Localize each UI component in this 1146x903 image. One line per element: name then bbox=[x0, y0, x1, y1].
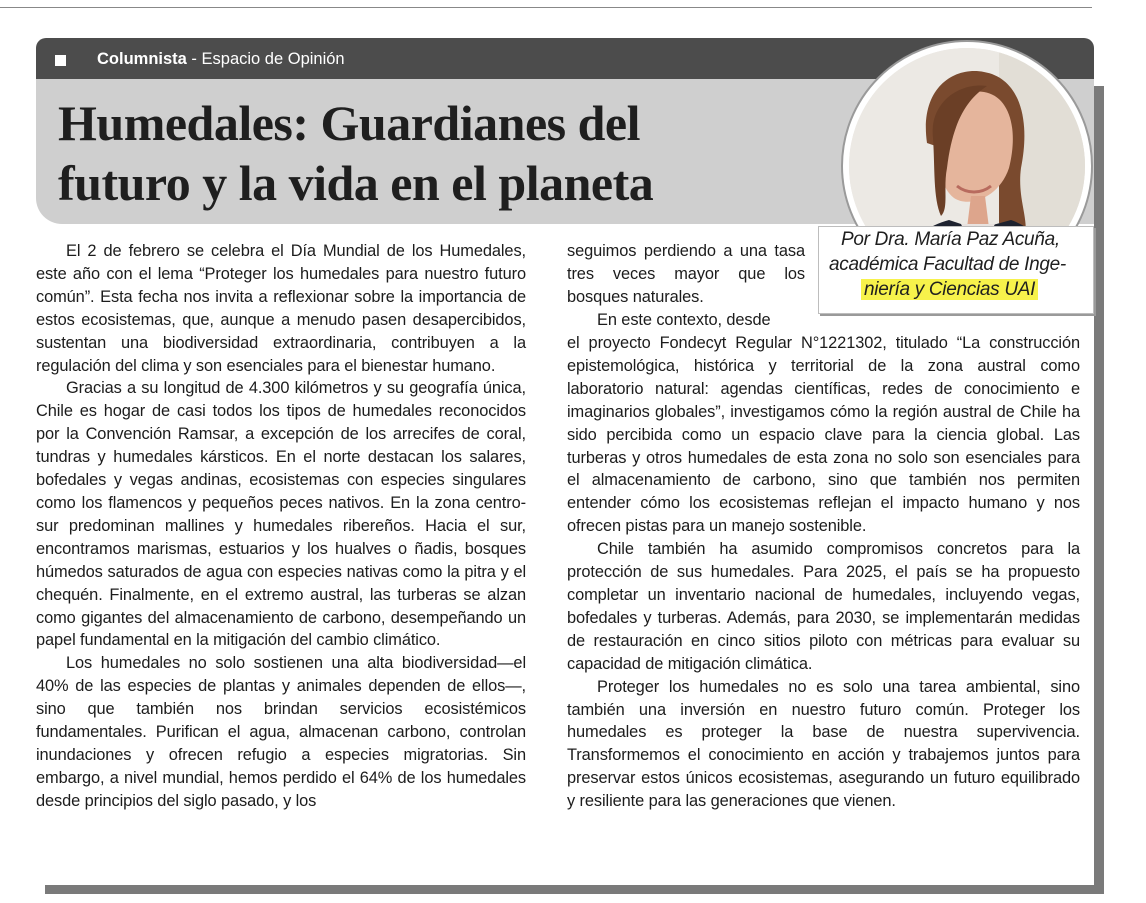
title-line-2: futuro y la vida en el planeta bbox=[58, 155, 654, 211]
paragraph-3: Los humedales no solo sostienen una alta biodiversidad—el 40% de las especies de plantas y animales dependen de ellos—, sino que también nos brindan servicios ecosistémicos fundamentales. Purifican el agua, almacenan carbono, controlan inundaciones y ofrecen refugio a especies migratorias. Sin embargo, a nivel mundial, hemos perdido el 64% de los humedales desde principios del siglo pasado, y los bbox=[36, 654, 526, 810]
section-label bbox=[97, 50, 345, 69]
byline-line-3 bbox=[861, 279, 1038, 301]
author-byline bbox=[818, 226, 1094, 314]
article-column-1 bbox=[36, 240, 526, 813]
section-separator: - bbox=[186, 50, 202, 68]
article-column-2 bbox=[567, 332, 1080, 813]
byline-line-1: Por Dra. María Paz Acuña, bbox=[841, 229, 1060, 250]
byline-line-2: académica Facultad de Inge- bbox=[829, 254, 1066, 275]
top-rule bbox=[0, 7, 1092, 8]
paragraph-2: Gracias a su longitud de 4.300 kilómetros y su geografía única, Chile es hogar de casi todos los tipos de humedales reconocidos por la Convención Ramsar, a excepción de los arrecifes de coral, tundras y humedales kársticos. En el norte destacan los salares, bofedales y vegas andinas, ecosistemas con especies singulares como los flamencos y pequeños peces nativos. En la zona centro-sur predominan mallines y humedales ribereños. Hacia el sur, encontramos marismas, estuarios y los hualves o ñadis, bosques húmedos saturados de agua con especies nativas como la pitra y el chequén. Finalmente, en el extremo austral, las turberas se alzan como gigantes del almacenamiento de carbono, desempeñando un papel fundamental en la mitigación del cambio climático. bbox=[36, 379, 526, 650]
section-name: Columnista bbox=[97, 50, 187, 68]
article-column-2-top bbox=[567, 240, 805, 332]
paragraph-4: el proyecto Fondecyt Regular N°1221302, titulado “La construcción epistemológica, histórica y territorial de la zona austral como laboratorio natural: agendas científicas, redes de conocimiento e imaginarios globales”, investigamos cómo la región austral de Chile ha sido percibida como un espacio clave para la ciencia global. Las turberas y otros humedales de esta zona no solo son esenciales para el almacenamiento de carbono, sino que también nos permiten entender cómo los ecosistemas reflejan el impacto humano y nos ofrecen pistas para un manejo sostenible. bbox=[567, 334, 1080, 536]
section-bullet-icon bbox=[55, 55, 66, 66]
subsection-name: Espacio de Opinión bbox=[201, 50, 345, 68]
article-title bbox=[58, 93, 848, 213]
title-line-1: Humedales: Guardianes del bbox=[58, 95, 640, 151]
frame-shadow-bottom bbox=[45, 885, 1104, 894]
byline-highlight: niería y Ciencias UAI bbox=[861, 279, 1038, 300]
paragraph-1: El 2 de febrero se celebra el Día Mundial de los Humedales, este año con el lema “Proteger los humedales para nuestro futuro común”. Esta fecha nos invita a reflexionar sobre la importancia de estos ecosistemas, que, aunque a menudo pasen desapercibidos, sustentan una biodiversidad extraordinaria, contribuyen a la regulación del clima y son esenciales para el bienestar humano. bbox=[36, 242, 526, 375]
paragraph-3-continued: seguimos perdiendo a una tasa tres veces mayor que los bosques naturales. bbox=[567, 242, 805, 306]
paragraph-5: Chile también ha asumido compromisos concretos para la protección de sus humedales. Para 2025, el país se ha propuesto completar un inventario nacional de humedales, incluyendo vegas, bofedales y turberas. Además, para 2030, se implementarán medidas de restauración en cinco sitios piloto con métricas para evaluar su capacidad de mitigación climática. bbox=[567, 540, 1080, 673]
frame-shadow-right bbox=[1094, 86, 1104, 886]
paragraph-6: Proteger los humedales no es solo una tarea ambiental, sino también una inversión en nuestro futuro común. Proteger los humedales es proteger la base de nuestra supervivencia. Transformemos el conocimiento en acción y trabajemos juntos para preservar estos únicos ecosistemas, asegurando un futuro equilibrado y resiliente para las generaciones que vienen. bbox=[567, 677, 1080, 811]
paragraph-4-start: En este contexto, desde bbox=[597, 310, 771, 329]
